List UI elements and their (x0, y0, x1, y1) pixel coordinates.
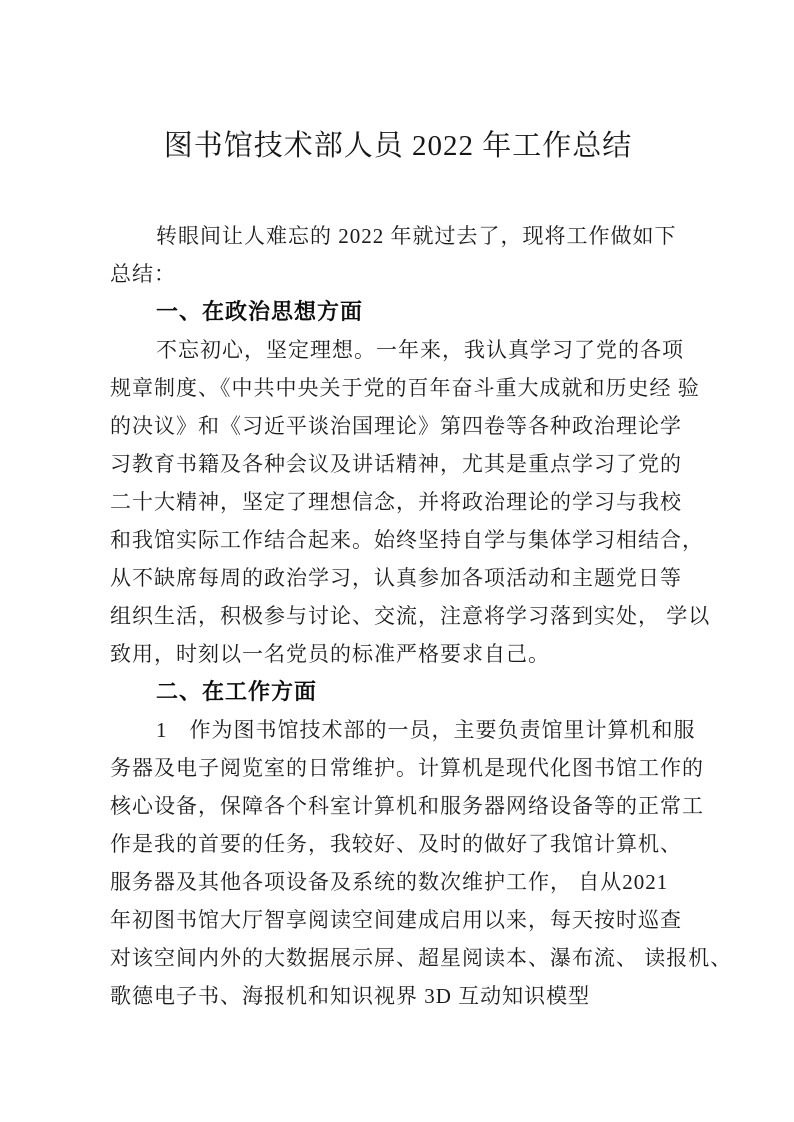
document-title: 图书馆技术部人员 2022 年工作总结 (163, 130, 633, 162)
text-line: 务器及电子阅览室的日常维护。计算机是现代化图书馆工作的 (110, 756, 704, 780)
text-line: 1 作为图书馆技术部的一员，主要负责馆里计算机和服 (156, 718, 696, 742)
text-line: 从不缺席每周的政治学习，认真参加各项活动和主题党日等 (110, 566, 682, 590)
text-line: 对该空间内外的大数据展示屏、超星阅读本、瀑布流、 读报机、 (110, 946, 733, 970)
text-line: 不忘初心，坚定理想。一年来，我认真学习了党的各项 (156, 338, 684, 362)
text-line: 的决议》和《习近平谈治国理论》第四卷等各种政治理论学 (110, 414, 682, 438)
paragraph (110, 217, 686, 293)
paragraph (110, 711, 733, 1015)
text-line: 习教育书籍及各种会议及讲话精神，尤其是重点学习了党的 (110, 452, 682, 476)
text-line: 组织生活，积极参与讨论、交流，注意将学习落到实处， 学以 (110, 604, 711, 628)
text-line: 核心设备，保障各个科室计算机和服务器网络设备等的正常工 (110, 794, 704, 818)
section-heading: 二、在工作方面 (156, 679, 318, 704)
text-line: 作是我的首要的任务，我较好、及时的做好了我馆计算机、 (110, 832, 682, 856)
text-line: 二十大精神，坚定了理想信念，并将政治理论的学习与我校 (110, 490, 682, 514)
paragraph (110, 331, 711, 673)
text-line: 服务器及其他各项设备及系统的数次维护工作， 自从2021 (110, 870, 669, 894)
section-heading: 一、在政治思想方面 (156, 299, 364, 324)
document-body (110, 217, 733, 1015)
text-line: 致用，时刻以一名党员的标准严格要求自己。 (110, 642, 550, 666)
text-line: 总结： (110, 262, 176, 286)
text-line: 歌德电子书、海报机和知识视界 3D 互动知识模型 (110, 984, 591, 1008)
text-line: 年初图书馆大厅智享阅读空间建成启用以来，每天按时巡查 (110, 908, 682, 932)
text-line: 和我馆实际工作结合起来。始终坚持自学与集体学习相结合， (110, 528, 704, 552)
text-line: 转眼间让人难忘的 2022 年就过去了，现将工作做如下 (156, 224, 677, 248)
text-line: 规章制度、《中共中央关于党的百年奋斗重大成就和历史经 验 (110, 376, 700, 400)
